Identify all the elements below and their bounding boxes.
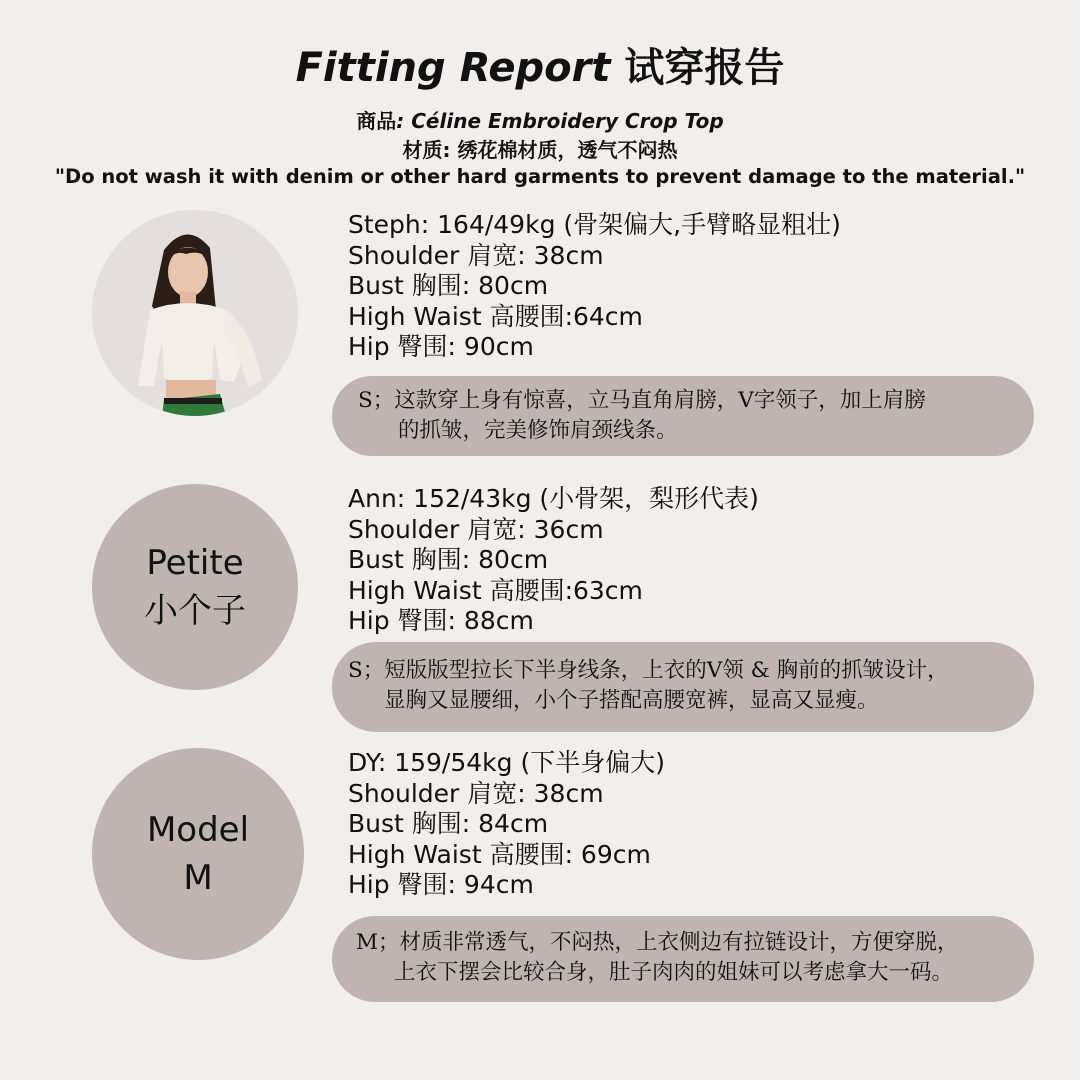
title-chinese: 试穿报告 <box>624 45 785 91</box>
review-line-2: 上衣下摆会比较合身，肚子肉肉的姐妹可以考虑拿大一码。 <box>394 960 954 985</box>
review-line-2: 的抓皱，完美修饰肩颈线条。 <box>398 418 678 443</box>
circle-label-line-2: 小个子 <box>144 591 246 631</box>
product-label: 商品 <box>356 109 397 133</box>
circle-label-line-2: M <box>183 858 213 898</box>
circle-label-line-1: Model <box>146 810 250 850</box>
model-photo-steph <box>92 210 298 416</box>
model-circle-petite <box>92 484 298 690</box>
title-english: Fitting Report <box>295 45 611 91</box>
review-line-1: M；材质非常透气，不闷热，上衣侧边有拉链设计，方便穿脱， <box>356 930 959 955</box>
product-name: : Céline Embroidery Crop Top <box>396 109 724 133</box>
review-line-1: S；这款穿上身有惊喜，立马直角肩膀，V字领子，加上肩膀 <box>358 388 926 413</box>
material-line: 材质: 绣花棉材质，透气不闷热 <box>402 138 678 162</box>
stat-high-waist: High Waist 高腰围:63cm <box>348 575 643 605</box>
model-stats-ann <box>348 484 759 637</box>
stat-hip: Hip 臀围: 88cm <box>348 606 534 635</box>
review-bubble-steph <box>332 376 1034 456</box>
stat-shoulder: Shoulder 肩宽: 36cm <box>348 514 604 544</box>
stat-bust: Bust 胸围: 80cm <box>348 545 549 574</box>
stat-high-waist: High Waist 高腰围:64cm <box>348 301 643 331</box>
product-line <box>0 108 1080 134</box>
stat-high-waist: High Waist 高腰围: 69cm <box>348 839 651 869</box>
stat-bust: Bust 胸围: 80cm <box>348 271 549 300</box>
stat-hip: Hip 臀围: 94cm <box>348 870 534 899</box>
stat-name-size: Ann: 152/43kg (小骨架，梨形代表) <box>348 484 759 513</box>
stat-shoulder: Shoulder 肩宽: 38cm <box>348 778 604 808</box>
review-bubble-dy <box>332 916 1034 1002</box>
stat-hip: Hip 臀围: 90cm <box>348 332 534 361</box>
stat-bust: Bust 胸围: 84cm <box>348 809 549 838</box>
model-stats-steph <box>348 210 841 363</box>
model-photo-illustration <box>92 210 298 416</box>
stat-name-size: Steph: 164/49kg (骨架偏大,手臂略显粗壮) <box>348 210 841 239</box>
review-bubble-ann <box>332 642 1034 732</box>
circle-label-line-1: Petite <box>146 543 244 583</box>
stat-shoulder: Shoulder 肩宽: 38cm <box>348 240 604 270</box>
page-title <box>0 40 1080 96</box>
model-stats-dy <box>348 748 665 901</box>
stat-name-size: DY: 159/54kg (下半身偏大) <box>348 748 665 777</box>
model-circle-m <box>92 748 304 960</box>
review-line-2: 显胸又显腰细，小个子搭配高腰宽裤，显高又显瘦。 <box>384 688 879 713</box>
care-note: "Do not wash it with denim or other hard garments to prevent damage to the material." <box>54 165 1026 188</box>
review-line-1: S；短版版型拉长下半身线条，上衣的V领 & 胸前的抓皱设计， <box>348 658 949 683</box>
